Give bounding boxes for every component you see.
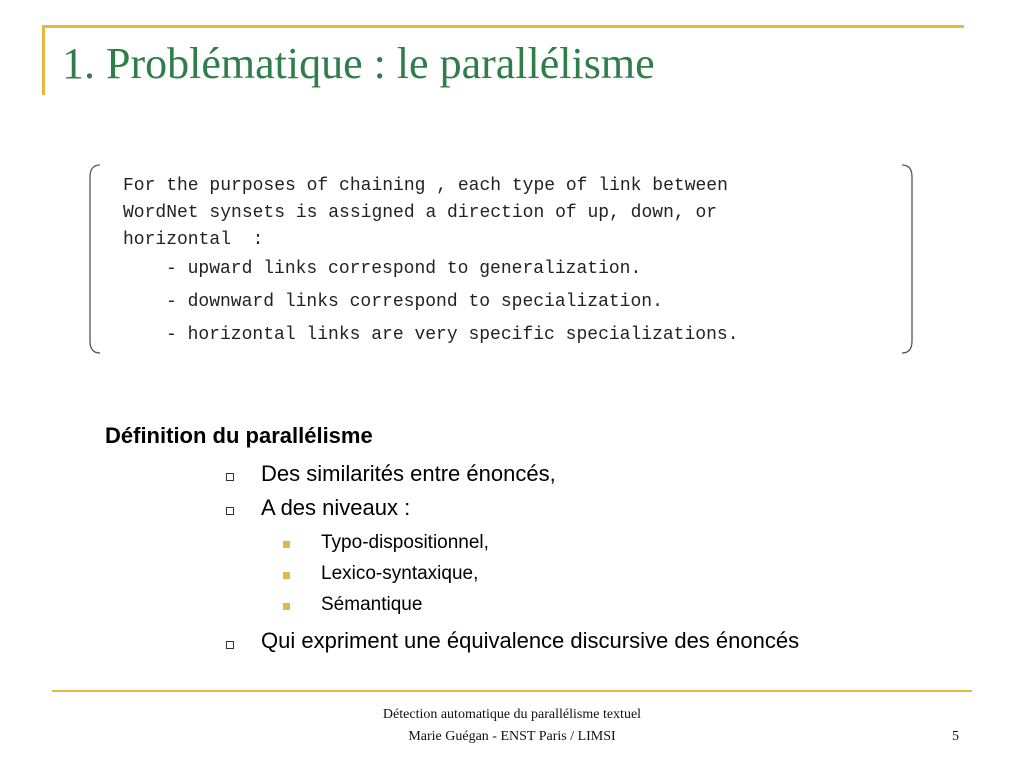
sub-bullet-typo: Typo-dispositionnel, — [321, 532, 489, 553]
footer-divider — [52, 690, 972, 692]
square-bullet-icon — [226, 641, 234, 649]
footer-title: Détection automatique du parallélisme textuel — [382, 707, 642, 722]
slide-title: 1. Problématique : le parallélisme — [62, 39, 655, 88]
quote-item-upward: - upward links correspond to generalization. — [166, 259, 642, 279]
bullet-niveaux: A des niveaux : — [261, 495, 411, 520]
definition-heading: Définition du parallélisme — [105, 423, 373, 448]
quote-paragraph: For the purposes of chaining , each type of link between WordNet synsets is assigned a direction of up, down, or horizontal : — [123, 176, 728, 250]
right-bracket — [902, 165, 912, 353]
square-bullet-icon — [226, 473, 234, 481]
left-border-line — [42, 25, 45, 95]
quote-item-horizontal: - horizontal links are very specific specializations. — [166, 325, 739, 345]
quote-box — [88, 163, 914, 355]
top-border-line — [42, 25, 964, 28]
filled-square-bullet-icon — [283, 541, 290, 548]
page-number: 5 — [952, 729, 959, 744]
bullet-equivalence: Qui expriment une équivalence discursive des énoncés — [261, 628, 800, 653]
left-bracket — [90, 165, 100, 353]
filled-square-bullet-icon — [283, 572, 290, 579]
bullet-similarites: Des similarités entre énoncés, — [261, 461, 556, 486]
quote-item-downward: - downward links correspond to specialization. — [166, 292, 663, 312]
footer-author: Marie Guégan - ENST Paris / LIMSI — [408, 729, 616, 744]
filled-square-bullet-icon — [283, 603, 290, 610]
sub-bullet-semantique: Sémantique — [321, 594, 423, 615]
sub-bullet-lexico: Lexico-syntaxique, — [321, 563, 479, 584]
square-bullet-icon — [226, 507, 234, 515]
